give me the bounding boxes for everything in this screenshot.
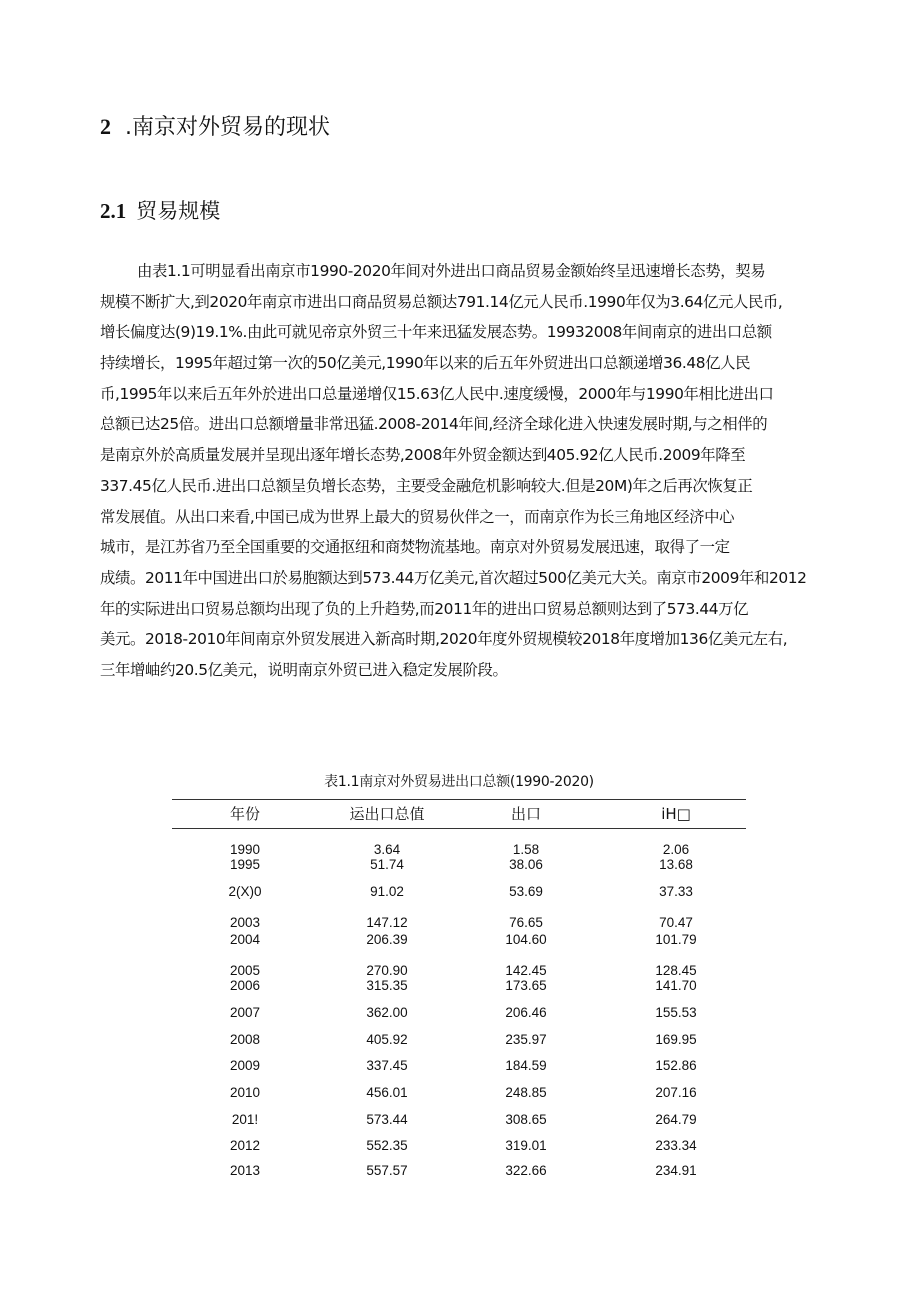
column-header-total: 运出口总值 <box>349 805 425 823</box>
table-cell-year: 2012 <box>229 1138 261 1153</box>
table-cell-import: 207.16 <box>655 1085 697 1100</box>
table-cell-total: 315.35 <box>366 978 408 993</box>
table-cell-year: 1995 <box>229 857 261 872</box>
paragraph-line: 常发展值。从出口来看,中国已成为世界上最大的贸易伙伴之一，而南京作为长三角地区经济中心 <box>100 507 735 526</box>
table-cell-import: 101.79 <box>655 932 697 947</box>
table-cell-export: 38.06 <box>509 857 543 872</box>
table-cell-total: 91.02 <box>370 884 404 899</box>
paragraph-line: 由表1.1可明显看出南京市1990-2020年间对外进出口商品贸易金额始终呈迅速增长态势，契易 <box>137 262 766 280</box>
paragraph-line: 是南京外於高质量发展并呈现出逐年增长态势,2008年外贸金额达到405.92亿人民币.2009年降至 <box>100 446 746 465</box>
table-cell-total: 573.44 <box>366 1112 408 1127</box>
table-cell-year: 2013 <box>229 1163 261 1178</box>
table-cell-year: 2006 <box>229 978 261 993</box>
section-number: 2 <box>100 114 111 139</box>
table-cell-total: 337.45 <box>366 1058 408 1073</box>
table-cell-year: 1990 <box>229 842 261 857</box>
subsection-heading <box>100 196 220 226</box>
table-cell-import: 13.68 <box>659 857 693 872</box>
table-cell-total: 557.57 <box>366 1163 408 1178</box>
table-cell-export: 184.59 <box>505 1058 547 1073</box>
table-cell-export: 1.58 <box>512 842 540 857</box>
paragraph-line: 年的实际进出口贸易总额均出现了负的上升趋势,而2011年的进出口贸易总额则达到了573.44万亿 <box>100 599 749 618</box>
table-cell-year: 2005 <box>229 963 261 978</box>
table-cell-import: 155.53 <box>655 1005 697 1020</box>
paragraph-line: 337.45亿人民币.进出口总额呈负增长态势，主要受金融危机影响较大.但是20M)年之后再次恢复正 <box>100 476 753 495</box>
section-heading <box>100 112 330 143</box>
table-cell-export: 53.69 <box>509 884 543 899</box>
table-cell-year: 201! <box>231 1112 259 1127</box>
table-cell-import: 152.86 <box>655 1058 697 1073</box>
table-cell-import: 37.33 <box>659 884 693 899</box>
paragraph-line: 成绩。2011年中国进出口於易胞额达到573.44万亿美元,首次超过500亿美元大关。南京市2009年和2012 <box>100 568 807 587</box>
subsection-number: 2.1 <box>100 199 127 223</box>
subsection-title: 贸易规模 <box>136 199 221 223</box>
table-cell-export: 104.60 <box>505 932 547 947</box>
table-cell-total: 51.74 <box>370 857 404 872</box>
column-header-year: 年份 <box>229 805 261 823</box>
table-cell-year: 2008 <box>229 1032 261 1047</box>
table-cell-total: 552.35 <box>366 1138 408 1153</box>
table-top-rule <box>172 799 746 800</box>
table-cell-year: 2(X)0 <box>228 884 262 899</box>
paragraph-line: 规模不断扩大,到2020年南京市进出口商品贸易总额达791.14亿元人民币.1990年仅为3.64亿元人民币, <box>100 292 783 311</box>
table-cell-import: 141.70 <box>655 978 697 993</box>
table-cell-export: 319.01 <box>505 1138 547 1153</box>
paragraph-line: 持续增长，1995年超过第一次的50亿美元,1990年以来的后五年外贸进出口总额递增36.48亿人民 <box>100 354 751 373</box>
table-cell-export: 308.65 <box>505 1112 547 1127</box>
paragraph-line: 城市，是江苏省乃至全国重要的交通抠纽和商焚物流基地。南京对外贸易发展迅速，取得了一定 <box>100 538 730 557</box>
column-header-export: 出口 <box>510 805 542 823</box>
table-header-rule <box>172 828 746 829</box>
paragraph-line: 三年增岫约20.5亿美元，说明南京外贸已进入稳定发展阶段。 <box>100 660 508 679</box>
table-cell-export: 235.97 <box>505 1032 547 1047</box>
table-cell-year: 2004 <box>229 932 261 947</box>
paragraph-line: 美元。2018-2010年间南京外贸发展进入新高时期,2020年度外贸规模较2018年度增加136亿美元左右, <box>100 630 788 649</box>
table-cell-total: 362.00 <box>366 1005 408 1020</box>
table-cell-year: 2003 <box>229 915 261 930</box>
table-caption: 表1.1南京对外贸易进出口总额(1990-2020) <box>324 774 594 790</box>
table-cell-import: 233.34 <box>655 1138 697 1153</box>
table-cell-year: 2007 <box>229 1005 261 1020</box>
table-cell-import: 264.79 <box>655 1112 697 1127</box>
table-cell-total: 405.92 <box>366 1032 408 1047</box>
table-cell-export: 76.65 <box>509 915 543 930</box>
table-cell-year: 2009 <box>229 1058 261 1073</box>
table-cell-import: 234.91 <box>655 1163 697 1178</box>
section-title: .南京对外贸易的现状 <box>125 115 330 140</box>
table-cell-import: 2.06 <box>662 842 690 857</box>
table-cell-export: 206.46 <box>505 1005 547 1020</box>
paragraph-line: 币,1995年以来后五年外於进出口总量递增仅15.63亿人民中.速度缓慢，2000年与1990年相比进出口 <box>100 384 774 403</box>
table-cell-export: 248.85 <box>505 1085 547 1100</box>
paragraph-line: 增长偏度达(9)19.1%.由此可就见帝京外贸三十年来迅猛发展态势。19932008年间南京的进出口总额 <box>100 323 772 342</box>
paragraph-line: 总额已达25倍。进出口总额增量非常迅猛.2008-2014年间,经济全球化进入快速发展时期,与之相伴的 <box>100 415 768 434</box>
table-cell-import: 70.47 <box>659 915 693 930</box>
table-cell-total: 456.01 <box>366 1085 408 1100</box>
body-paragraph <box>100 256 822 686</box>
table-cell-total: 206.39 <box>366 932 408 947</box>
table-cell-import: 169.95 <box>655 1032 697 1047</box>
table-cell-import: 128.45 <box>655 963 697 978</box>
table-cell-total: 3.64 <box>373 842 401 857</box>
table-cell-export: 142.45 <box>505 963 547 978</box>
table-cell-total: 270.90 <box>366 963 408 978</box>
column-header-import: iH□ <box>661 805 691 823</box>
table-cell-total: 147.12 <box>366 915 408 930</box>
table-cell-export: 322.66 <box>505 1163 547 1178</box>
table-cell-year: 2010 <box>229 1085 261 1100</box>
table-cell-export: 173.65 <box>505 978 547 993</box>
